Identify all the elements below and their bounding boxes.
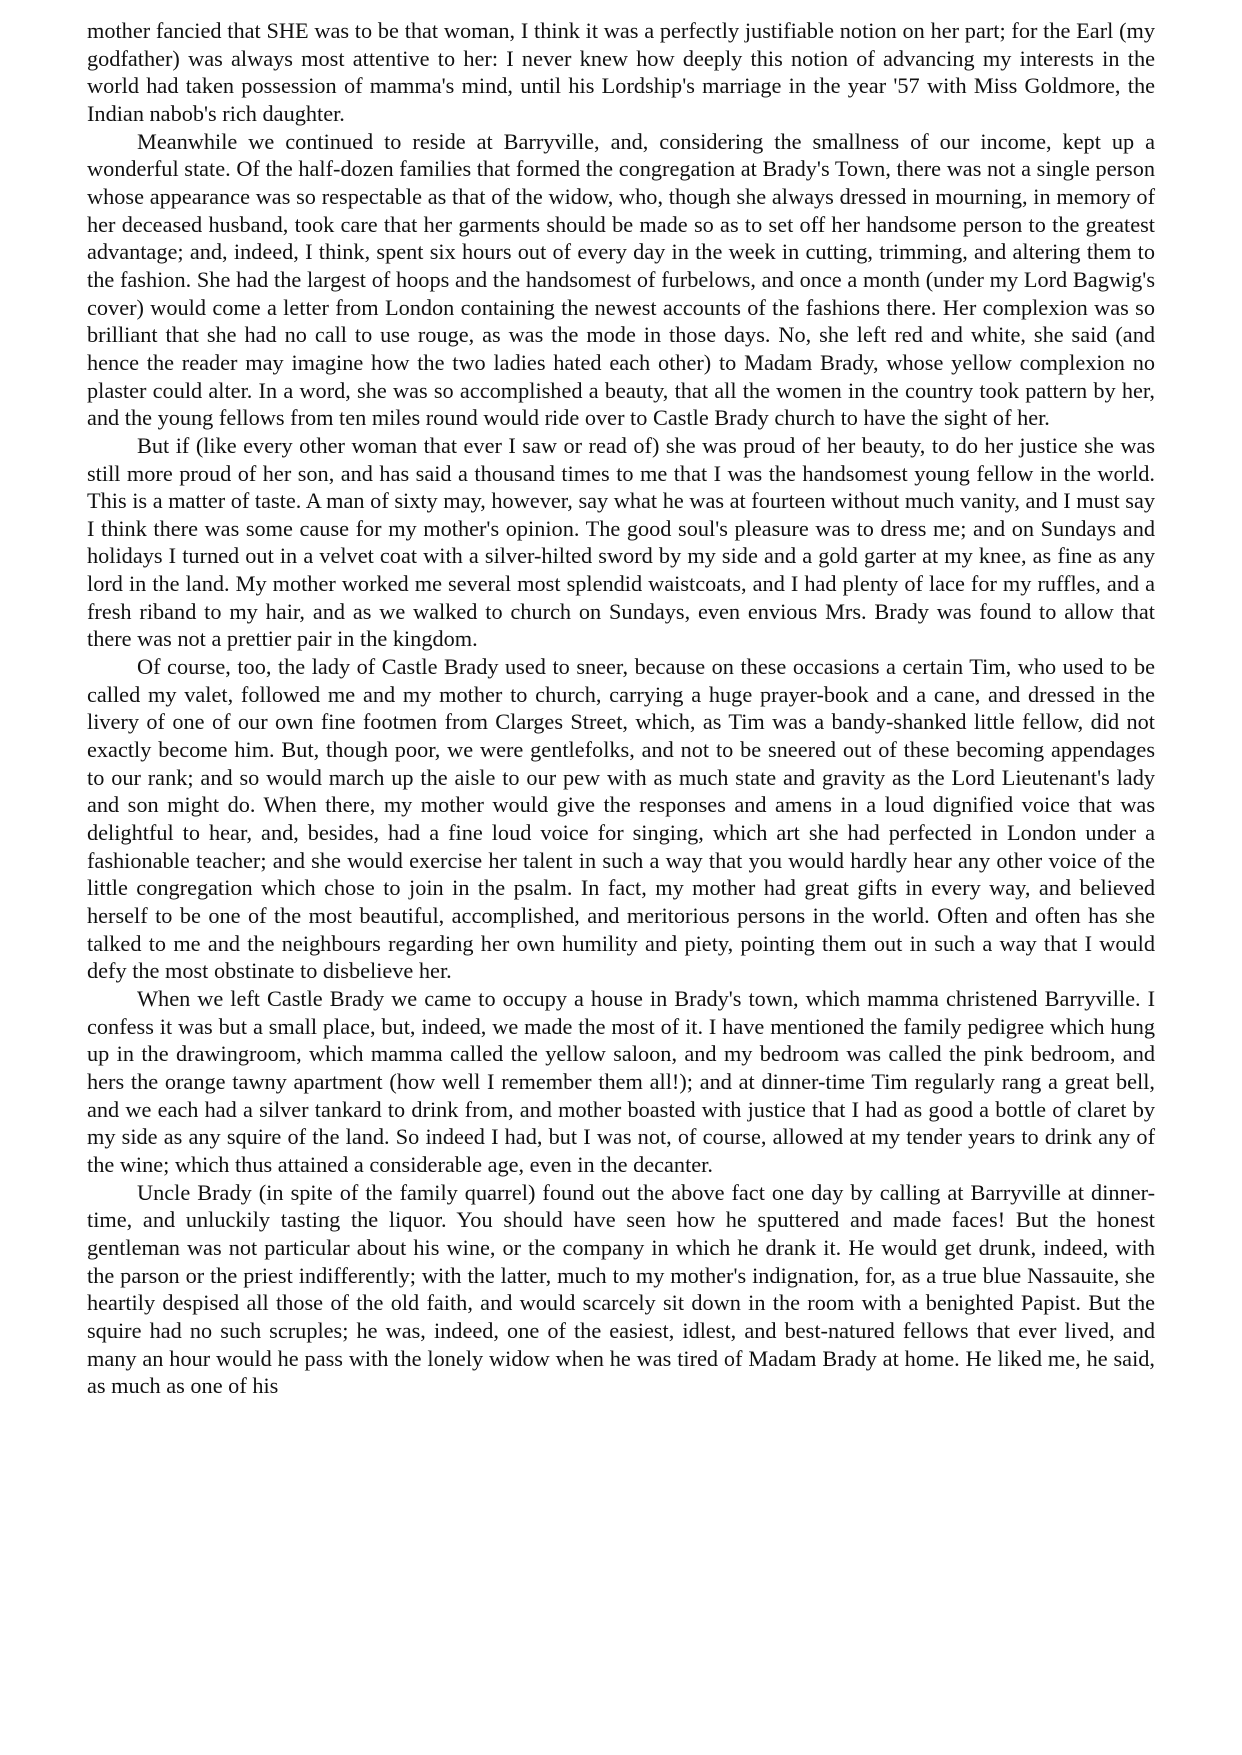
paragraph-2: Meanwhile we continued to reside at Barryville, and, considering the smallness of our income, kept up a wonderful state. Of the half-dozen families that formed the congregation at Brady's Town, there was not a single person whose appearance was so respectable as that of the widow, who, though she always dressed in mourning, in memory of her deceased husband, took care that her garments should be made so as to set off her handsome person to the greatest advantage; and, indeed, I think, spent six hours out of every day in the week in cutting, trimming, and altering them to the fashion. She had the largest of hoops and the handsomest of furbelows, and once a month (under my Lord Bagwig's cover) would come a letter from London containing the newest accounts of the fashions there. Her complexion was so brilliant that she had no call to use rouge, as was the mode in those days. No, she left red and white, she said (and hence the reader may imagine how the two ladies hated each other) to Madam Brady, whose yellow complexion no plaster could alter. In a word, she was so accomplished a beauty, that all the women in the country took pattern by her, and the young fellows from ten miles round would ride over to Castle Brady church to have the sight of her.	[87, 128, 1155, 431]
paragraph-4: Of course, too, the lady of Castle Brady used to sneer, because on these occasions a certain Tim, who used to be called my valet, followed me and my mother to church, carrying a huge prayer-book and a cane, and dressed in the livery of one of our own fine footmen from Clarges Street, which, as Tim was a bandy-shanked little fellow, did not exactly become him. But, though poor, we were gentlefolks, and not to be sneered out of these becoming appendages to our rank; and so would march up the aisle to our pew with as much state and gravity as the Lord Lieutenant's lady and son might do. When there, my mother would give the responses and amens in a loud dignified voice that was delightful to hear, and, besides, had a fine loud voice for singing, which art she had perfected in London under a fashionable teacher; and she would exercise her talent in such a way that you would hardly hear any other voice of the little congregation which chose to join in the psalm. In fact, my mother had great gifts in every way, and believed herself to be one of the most beautiful, accomplished, and meritorious persons in the world. Often and often has she talked to me and the neighbours regarding her own humility and piety, pointing them out in such a way that I would defy the most obstinate to disbelieve her.	[87, 654, 1155, 984]
paragraph-6: Uncle Brady (in spite of the family quarrel) found out the above fact one day by calling at Barryville at dinner-time, and unluckily tasting the liquor. You should have seen how he sputtered and made faces! But the honest gentleman was not particular about his wine, or the company in which he drank it. He would get drunk, indeed, with the parson or the priest indifferently; with the latter, much to my mother's indignation, for, as a true blue Nassauite, she heartily despised all those of the old faith, and would scarcely sit down in the room with a benighted Papist. But the squire had no such scruples; he was, indeed, one of the easiest, idlest, and best-natured fellows that ever lived, and many an hour would he pass with the lonely widow when he was tired of Madam Brady at home. He liked me, he said, as much as one of his	[87, 1179, 1155, 1399]
paragraph-5: When we left Castle Brady we came to occupy a house in Brady's town, which mamma christened Barryville. I confess it was but a small place, but, indeed, we made the most of it. I have mentioned the family pedigree which hung up in the drawingroom, which mamma called the yellow saloon, and my bedroom was called the pink bedroom, and hers the orange tawny apartment (how well I remember them all!); and at dinner-time Tim regularly rang a great bell, and we each had a silver tankard to drink from, and mother boasted with justice that I had as good a bottle of claret by my side as any squire of the land. So indeed I had, but I was not, of course, allowed at my tender years to drink any of the wine; which thus attained a considerable age, even in the decanter.	[87, 985, 1155, 1177]
paragraph-3: But if (like every other woman that ever I saw or read of) she was proud of her beauty, to do her justice she was still more proud of her son, and has said a thousand times to me that I was the handsomest young fellow in the world. This is a matter of taste. A man of sixty may, however, say what he was at fourteen without much vanity, and I must say I think there was some cause for my mother's opinion. The good soul's pleasure was to dress me; and on Sundays and holidays I turned out in a velvet coat with a silver-hilted sword by my side and a gold garter at my knee, as fine as any lord in the land. My mother worked me several most splendid waistcoats, and I had plenty of lace for my ruffles, and a fresh riband to my hair, and as we walked to church on Sundays, even envious Mrs. Brady was found to allow that there was not a prettier pair in the kingdom.	[87, 432, 1155, 652]
paragraph-1-continued: mother fancied that SHE was to be that woman, I think it was a perfectly justifiable notion on her part; for the Earl (my godfather) was always most attentive to her: I never knew how deeply this notion of advancing my interests in the world had taken possession of mamma's mind, until his Lordship's marriage in the year '57 with Miss Goldmore, the Indian nabob's rich daughter.	[87, 18, 1155, 126]
